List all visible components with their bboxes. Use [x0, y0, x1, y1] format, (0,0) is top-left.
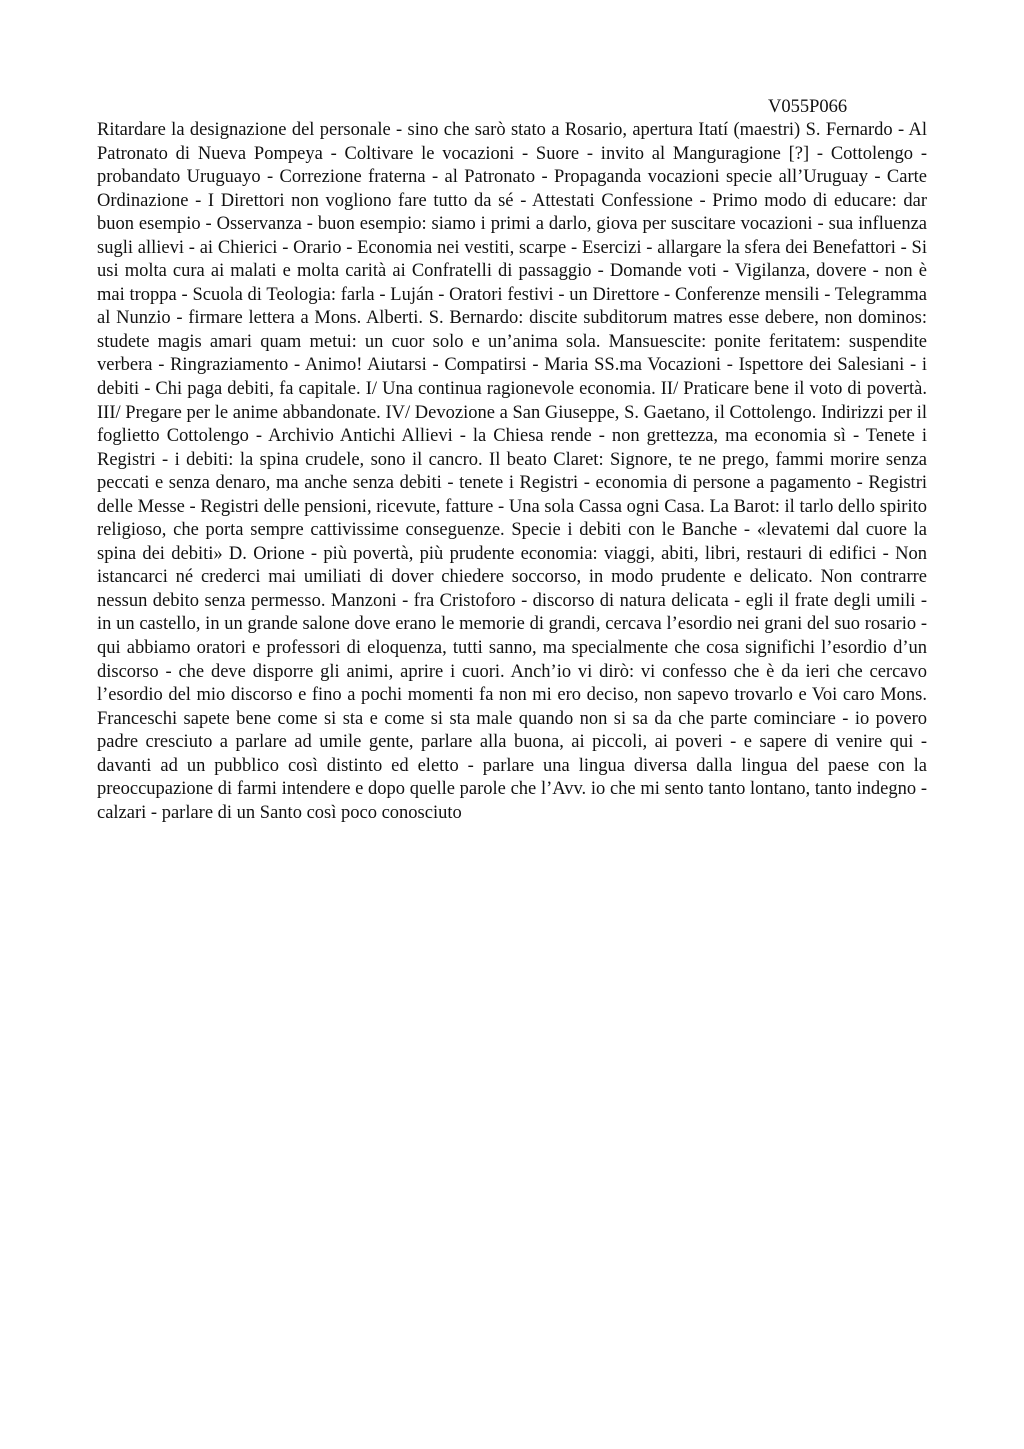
body-text: Ritardare la designazione del personale - sino che sarò stato a Rosario, apertura Itatí (maestri) S. Fernardo - Al Patronato di Nueva Pompeya - Coltivare le vocazioni - Suore - invito al Manguragione [?] - Cottolengo - probandato Uruguayo - Correzione fraterna - al Patronato - Propaganda vocazioni specie all’Uruguay - Carte Ordinazione - I Direttori non vogliono fare tutto da sé - Attestati Confessione - Primo modo di educare: dar buon esempio - Osservanza - buon esempio: siamo i primi a darlo, giova per suscitare vocazioni - sua influenza sugli allievi - ai Chierici - Orario - Economia nei vestiti, scarpe - Esercizi - allargare la sfera dei Benefattori - Si usi molta cura ai malati e molta carità ai Confratelli di passaggio - Domande voti - Vigilanza, dovere - non è mai troppa - Scuola di Teologia: farla - Luján - Oratori festivi - un Direttore - Conferenze mensili - Telegramma al Nunzio - firmare lettera a Mons. Alberti. S. Bernardo: discite subditorum matres esse debere, non dominos: studete magis amari quam metui: un cuor solo e un’anima sola. Mansuescite: ponite feritatem: suspendite verbera - Ringraziamento - Animo! Aiutarsi - Compatirsi - Maria SS.ma Vocazioni - Ispettore dei Salesiani - i debiti - Chi paga debiti, fa capitale. I/ Una continua ragionevole economia. II/ Praticare bene il voto di povertà. III/ Pregare per le anime abbandonate. IV/ Devozione a San Giuseppe, S. Gaetano, il Cottolengo. Indirizzi per il foglietto Cottolengo - Archivio Antichi Allievi - la Chiesa rende - non grettezza, ma economia sì - Tenete i Registri - i debiti: la spina crudele, sono il cancro. Il beato Claret: Signore, te ne prego, fammi morire senza peccati e senza denaro, ma anche senza debiti - tenete i Registri - economia di persone a pagamento - Registri delle Messe - Registri delle pensioni, ricevute, fatture - Una sola Cassa ogni Casa. La Barot: il tarlo dello spirito religioso, che porta sempre cattivissime conseguenze. Specie i debiti con le Banche - «levatemi dal cuore la spina dei debiti» D. Orione - più povertà, più prudente economia: viaggi, abiti, libri, restauri di edifici - Non istancarci né crederci mai umiliati di dover chiedere soccorso, in modo prudente e delicato. Non contrarre nessun debito senza permesso. Manzoni - fra Cristoforo - discorso di natura delicata - egli il frate degli umili - in un castello, in un grande salone dove erano le memorie di grandi, cercava l’esordio nei grani del suo rosario - qui abbiamo oratori e professori di eloquenza, tutti sanno, ma specialmente che cosa significhi l’esordio d’un discorso - che deve disporre gli animi, aprire i cuori. Anch’io vi dirò: vi confesso che è da ieri che cercavo l’esordio del mio discorso e fino a pochi momenti fa non mi ero deciso, non sapevo trovarlo e Voi caro Mons. Franceschi sapete bene come si sta e come si sta male quando non si sa da che parte cominciare - io povero padre cresciuto a parlare ad umile gente, parlare alla buona, ai piccoli, ai poveri - e sapere di venire qui - davanti ad un pubblico così distinto ed eletto - parlare una lingua diversa dalla lingua del paese con la preoccupazione di farmi intendere e dopo quelle parole che l’Avv. io che mi sento tanto lontano, tanto indegno - calzari - parlare di un Santo così poco conosciuto — [97, 120, 927, 823]
page-identifier: V055P066 — [768, 97, 848, 117]
